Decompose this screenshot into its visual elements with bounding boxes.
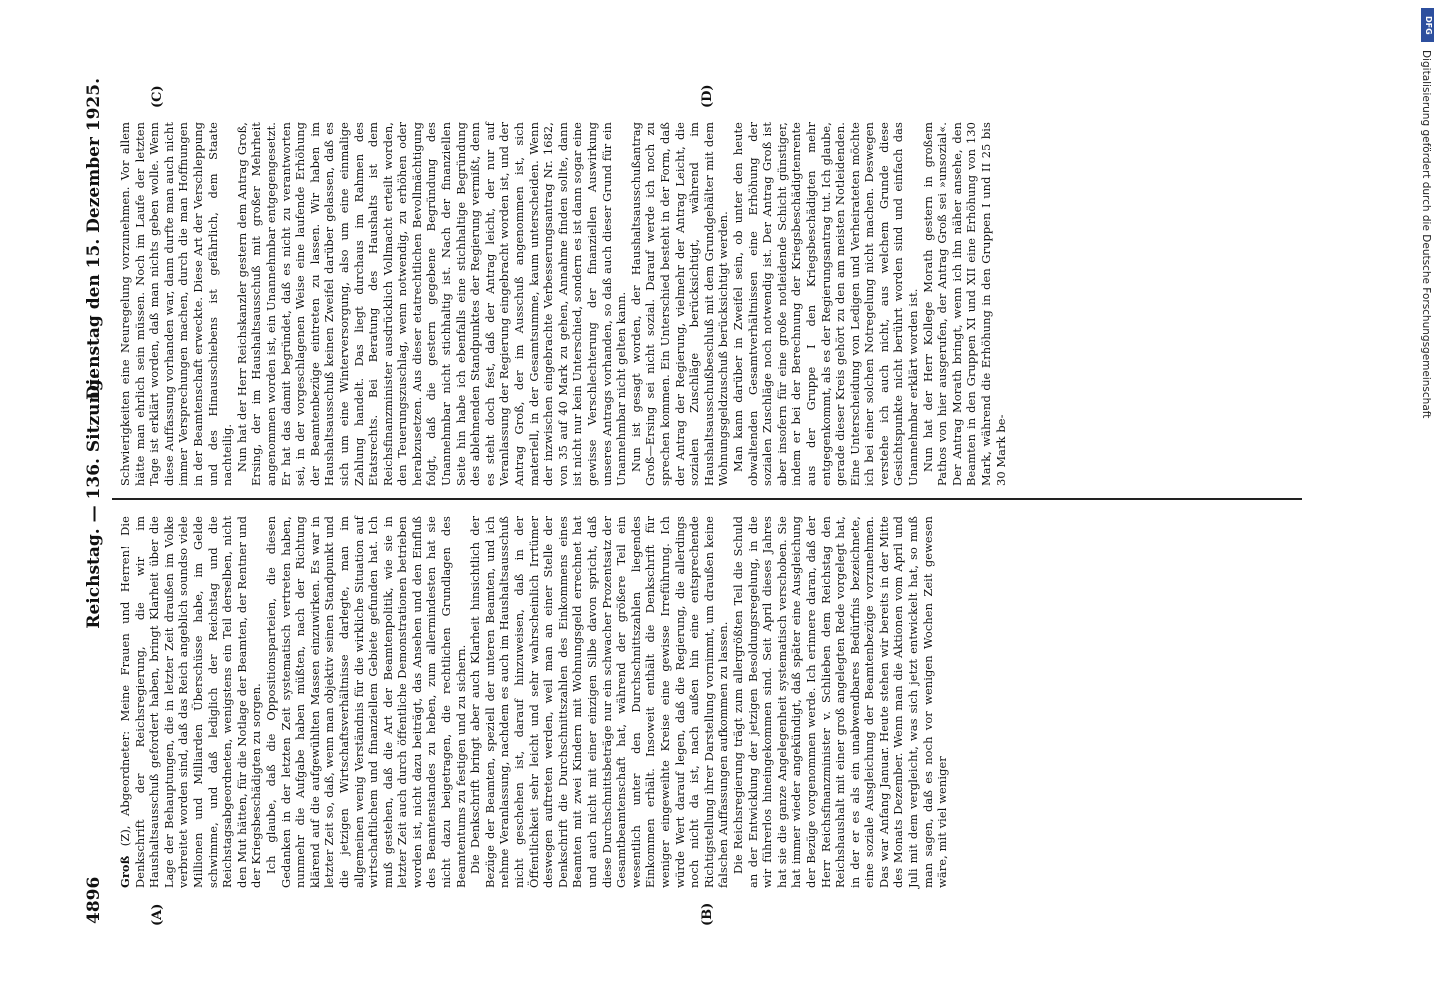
paragraph: Nun hat der Herr Kollege Morath gestern in großem Pathos von hier ausgerufen, der Antrag Groß sei »unsozial«. Der Antrag Morath bringt, wenn ich ihn näher ansehe, den Beamten in den Gruppen XI und XII eine Erhöhung von 130 Mark, während die Erhöhung in den Gruppen I und II 25 bis 30 Mark be-	[920, 122, 1008, 486]
margin-marker-d: (D)	[700, 84, 715, 108]
dfg-logo: DFG	[1421, 8, 1434, 42]
column-divider	[112, 498, 1302, 500]
speaker-name: Groß	[118, 855, 132, 888]
left-column	[118, 516, 950, 888]
paragraph: Die Denkschrift bringt aber auch Klarheit hinsichtlich der Bezüge der Beamten, speziell der unteren Beamten, und ich nehme Veranlassung, nachdem es auch im Haushaltsausschuß nicht geschehen ist, darauf hinzuweisen, daß in der Öffentlichkeit sehr leicht und sehr wahrscheinlich Irrtümer deswegen auftreten werden, weil man an einer Stelle der Denkschrift die Durchschnittszahlen des Einkommens eines Beamten mit zwei Kindern mit Wohnungsgeld errechnet hat und auch nicht mit einer einzigen Silbe davon spricht, daß diese Durchschnittsbeträge nur ein schwacher Prozentsatz der Gesamtbeamtenschaft hat, während der größere Teil ein wesentlich unter den Durchschnittszahlen liegendes Einkommen erhält. Insoweit enthält die Denkschrift für weniger eingeweihte Kreise eine gewisse Irreführung. Ich würde Wert darauf legen, daß die Regierung, die allerdings noch nicht da ist, nach außen hin eine entsprechende Richtigstellung ihrer Darstellung vornimmt, um draußen keine falschen Auffassungen aufkommen zu lassen.	[468, 516, 731, 888]
paragraph: Groß (Z), Abgeordneter: Meine Frauen und Herren! Die Denkschrift der Reichsregierung, die wir im Haushaltsausschuß gefordert haben, bringt Klarheit über die Lage der Behauptungen, die in letzter Zeit draußen im Volke verbreitet worden sind, daß das Reich angeblich soundso viele Millionen und Milliarden Überschüsse habe, im Gelde schwimme, und daß lediglich der Reichstag und die Reichstagsabgeordneten, wenigstens ein Teil derselben, nicht den Mut hätten, für die Notlage der Beamten, der Rentner und der Kriegsbeschädigten zu sorgen.	[118, 516, 264, 888]
page-header	[80, 78, 110, 924]
header-title: Reichstag. — 136. Sitzung.	[84, 373, 104, 629]
margin-marker-c: (C)	[150, 85, 165, 108]
paragraph: Ich glaube, daß die Oppositionsparteien, die diesen Gedanken in der letzten Zeit systematisch vertreten haben, nunmehr die Aufgabe haben müßten, nach der Richtung klärend auf die aufgewühlten Massen einzuwirken. Es war in letzter Zeit so, daß, wenn man objektiv seinen Standpunkt und die jetzigen Wirtschaftsverhältnisse darlegte, man im allgemeinen wenig Verständnis für die wirkliche Situation auf wirtschaftlichem und finanziellem Gebiete gefunden hat. Ich muß gestehen, daß die Art der Beamtenpolitik, wie sie in letzter Zeit auch durch öffentliche Demonstrationen betrieben worden ist, nicht dazu beiträgt, das Ansehen und den Einfluß des Beamtenstandes zu heben, zum allermindesten hat sie nicht dazu beigetragen, die rechtlichen Grundlagen des Beamtentums zu festigen und zu sichern.	[263, 516, 468, 888]
header-date: Dienstag den 15. Dezember 1925.	[84, 78, 104, 400]
margin-marker-a: (A)	[150, 903, 165, 926]
margin-marker-b: (B)	[700, 902, 715, 926]
digitization-note: Digitalisierung gefördert durch die Deutsche Forschungsgemeinschaft	[1420, 50, 1432, 419]
paragraph: Nun ist gesagt worden, der Haushaltsausschußantrag Groß—Ersing sei nicht sozial. Darauf werde ich noch zu sprechen kommen. Ein Unterschied besteht in der Form, daß der Antrag der Regierung, vielmehr der Antrag Leicht, die sozialen Zuschläge berücksichtigt, während im Haushaltsausschußbeschluß mit dem Grundgehälter mit dem Wohnungsgeldzuschuß berücksichtigt werden.	[628, 122, 731, 486]
page-number: 4896	[84, 876, 104, 924]
paragraph: Nun hat der Herr Reichskanzler gestern dem Antrag Groß, Ersing, der im Haushaltsausschuß mit großer Mehrheit angenommen worden ist, ein Unannehmbar entgegengesetzt. Er hat das damit begründet, daß es nicht zu verantworten sei, in der vorgeschlagenen Weise eine laufende Erhöhung der Beamtenbezüge eintreten zu lassen. Wir haben im Haushaltsausschuß keinen Zweifel darüber gelassen, daß es sich um eine Winterversorgung, also um eine einmalige Zahlung handelt. Das liegt durchaus im Rahmen des Etatsrechts. Bei Beratung des Haushalts ist dem Reichsfinanzminister ausdrücklich Vollmacht erteilt worden, den Teuerungszuschlag, wenn notwendig, zu erhöhen oder herabzusetzen. Aus dieser etatrechtlichen Bevollmächtigung folgt, daß die gestern gegebene Begründung des Unannehmbar nicht stichhaltig ist. Nach der finanziellen Seite hin habe ich ebenfalls eine stichhaltige Begründung des ablehnenden Standpunktes der Regierung vermißt, denn es steht doch fest, daß der Antrag leicht, der nur auf Veranlassung der Regierung eingebracht worden ist, und der Antrag Groß, der im Ausschuß angenommen ist, sich materiell, in der Gesamtsumme, kaum unterscheiden. Wenn der inzwischen eingebrachte Verbesserungsantrag Nr. 1682, von 35 auf 40 Mark zu gehen, Annahme finden sollte, dann ist nicht nur kein Unterschied, sondern es ist dann sogar eine gewisse Verschlechterung der finanziellen Auswirkung unseres Antrags vorhanden, so daß auch dieser Grund für ein Unannehmbar nicht gelten kann.	[234, 122, 629, 486]
right-column	[118, 122, 1008, 486]
paragraph: Schwierigkeiten eine Neuregelung vorzunehmen. Vor allem hätte man ehrlich sein müssen. Noch im Laufe der letzten Tage ist erklärt worden, daß man nichts geben wolle. Wenn diese Auffassung vorhanden war, dann durfte man auch nicht immer Versprechungen machen, durch die man Hoffnungen in der Beamtenschaft erweckte. Diese Art der Verschleppung und des Hinausschiebens ist gefährlich, dem Staate nachteilig.	[118, 122, 235, 486]
paragraph: Die Reichsregierung trägt zum allergrößten Teil die Schuld an der Entwicklung der jetzigen Besoldungsregelung, in die wir führerlos hineingekommen sind. Seit April dieses Jahres hat sie die ganze Angelegenheit systematisch verschoben. Sie hat immer wieder angekündigt, daß später eine Ausgleichung der Bezüge vorgenommen werde. Ich erinnere daran, daß der Herr Reichsfinanzminister v. Schlieben dem Reichstag den Reichshaushalt mit einer groß angelegten Rede vorgelegt hat, in der er es als ein unabwendbares Bedürfnis bezeichnete, eine soziale Ausgleichung der Beamtenbezüge vorzunehmen. Das war Anfang Januar. Heute stehen wir bereits in der Mitte des Monats Dezember. Wenn man die Aktionen vom April und Juli mit dem vergleicht, was sich jetzt entwickelt hat, so muß man sagen, daß es noch vor wenigen Wochen Zeit gewesen wäre, mit viel weniger	[730, 516, 950, 888]
paragraph: Man kann darüber in Zweifel sein, ob unter den heute obwaltenden Gesamtverhältnissen eine Erhöhung der sozialen Zuschläge noch notwendig ist. Der Antrag Groß ist aber insofern für eine große notleidende Schicht günstiger, indem er bei der Berechnung der Kriegsbeschädigtenrente aus der Gruppe I den Kriegsbeschädigten mehr entgegenkommt, als es der Regierungsantrag tut. Ich glaube, gerade dieser Kreis gehört zu den am meisten Notleidenden. Eine Unterscheidung von Ledigen und Verheirateten möchte ich bei einer solchen Notregelung nicht machen. Deswegen verstehe ich auch nicht, aus welchem Grunde diese Gesichtspunkte nicht berührt worden sind und einfach das Unannehmbar erklärt worden ist.	[730, 122, 921, 486]
